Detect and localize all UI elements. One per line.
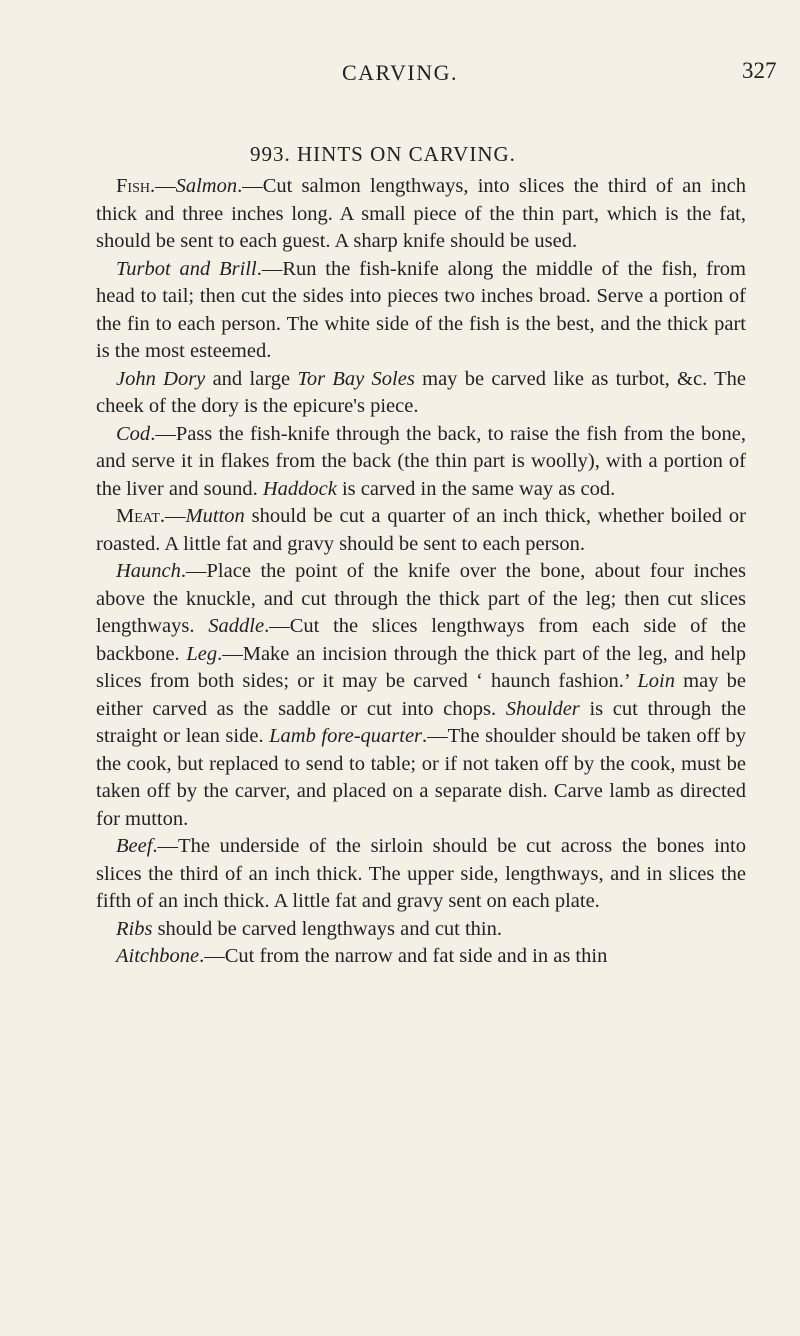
- paragraph: [96, 833, 746, 916]
- italic-term: Aitchbone: [116, 945, 200, 967]
- text-run: .—Run the fish-knife along the middle of the fish, from head to tail; then cut the sides into pieces two inches broad. Serve a portion of the fin to each person. The white side of the fish is the best, and the thick part is the most esteemed.: [96, 257, 746, 362]
- paragraph: [96, 366, 746, 421]
- paragraph: [96, 421, 746, 504]
- italic-term: Ribs: [116, 917, 153, 940]
- italic-term: Turbot and Brill: [116, 257, 257, 280]
- text-run: is cut through the straight or lean side.: [96, 697, 746, 747]
- text-run: .—The shoulder should be taken off by the cook, but replaced to send to table; or if not taken off by the cook, must be taken off by the carver, and placed on a separate dish. Carve lamb as directed for mutton.: [96, 725, 747, 830]
- text-run: .—The underside of the sirloin should be cut across the bones into slices the third of an inch thick. The upper side, lengthways, and in slices the fifth of an inch thick. A little fat and gravy sent on each plate.: [96, 835, 746, 912]
- body-text: [96, 173, 746, 971]
- running-title: CARVING.: [342, 60, 458, 85]
- italic-term: Haunch: [116, 560, 181, 582]
- paragraph: [96, 916, 746, 944]
- italic-term: Beef: [116, 835, 153, 857]
- italic-term: Salmon: [175, 175, 238, 197]
- paragraph: [96, 173, 746, 256]
- text-run: .—Place the point of the knife over the bone, about four inches above the knuckle, and cut through the thick part of the leg; then cut slices lengthways.: [96, 560, 746, 637]
- text-run: .—Cut the slices lengthways from each side of the backbone.: [96, 615, 747, 665]
- category-heading: Fish: [116, 175, 150, 197]
- text-run: and large: [205, 367, 298, 390]
- text-run: .—: [149, 175, 176, 197]
- paragraph: [96, 256, 746, 366]
- italic-term: John Dory: [116, 367, 206, 390]
- paragraph: [96, 943, 746, 971]
- italic-term: Loin: [637, 670, 675, 692]
- text-run: may be carved like as turbot, &c. The cheek of the dory is the epicure's piece.: [96, 367, 747, 417]
- text-run: .—Cut from the narrow and fat side and in as thin: [199, 945, 608, 967]
- text-run: .—: [159, 505, 186, 527]
- text-run: may be either carved as the saddle or cut into chops.: [96, 670, 746, 720]
- paragraph: [96, 503, 746, 558]
- italic-term: Shoulder: [505, 697, 580, 720]
- italic-term: Lamb fore-quarter: [269, 725, 423, 747]
- italic-term: Mutton: [185, 505, 245, 527]
- italic-term: Tor Bay Soles: [297, 367, 415, 390]
- paragraph: [96, 558, 746, 833]
- text-run: .—Pass the fish-knife through the back, to raise the fish from the bone, and serve it in flakes from the back (the thin part is woolly), with a portion of the liver and sound.: [96, 422, 746, 500]
- text-run: .—Make an incision through the thick part of the leg, and help slices from both sides; or it may be carved ‘ haunch fashion.’: [96, 642, 746, 692]
- section-title: 993. HINTS ON CARVING.: [250, 142, 516, 166]
- text-run: should be carved lengthways and cut thin.: [152, 917, 503, 940]
- italic-term: Leg: [186, 642, 218, 665]
- text-run: .—Cut salmon lengthways, into slices the third of an inch thick and three inches long. A small piece of the thin part, which is the fat, should be sent to each guest. A sharp knife should be used.: [96, 175, 746, 252]
- text-run: is carved in the same way as cod.: [336, 477, 616, 500]
- text-run: should be cut a quarter of an inch thick, whether boiled or roasted. A little fat and gravy should be sent to each person.: [96, 505, 746, 555]
- page-number: 327: [742, 58, 777, 83]
- italic-term: Cod: [116, 422, 151, 445]
- category-heading: Meat: [116, 505, 160, 527]
- italic-term: Haddock: [262, 477, 337, 500]
- italic-term: Saddle: [208, 615, 265, 637]
